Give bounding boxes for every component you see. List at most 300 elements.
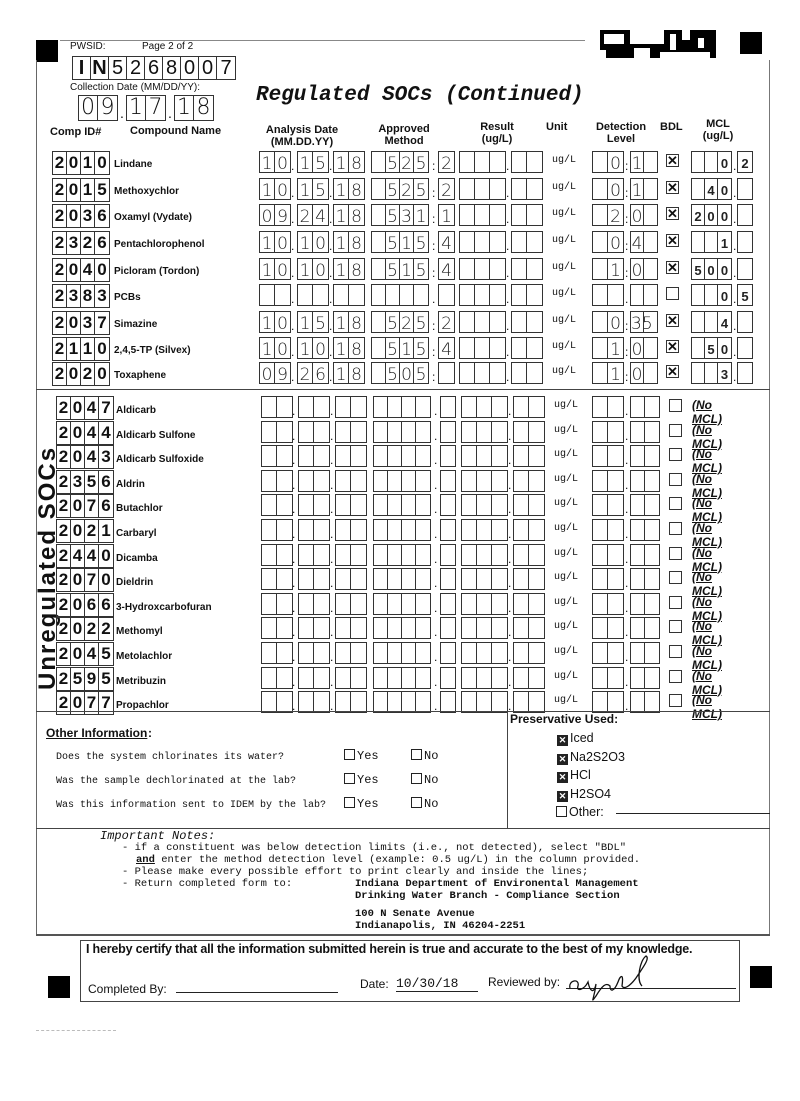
approved-method-decimal[interactable] bbox=[440, 593, 456, 615]
detection-level-digit bbox=[608, 446, 623, 466]
bdl-checkbox[interactable]: ✕ bbox=[667, 180, 678, 195]
analysis-date-yy[interactable] bbox=[335, 544, 367, 566]
approved-method[interactable] bbox=[373, 544, 431, 566]
bdl-checkbox[interactable] bbox=[666, 287, 679, 300]
bdl-checkbox[interactable]: ✕ bbox=[667, 206, 678, 221]
result-decimal[interactable] bbox=[513, 445, 545, 467]
approved-method[interactable] bbox=[371, 362, 429, 384]
detection-level[interactable] bbox=[592, 691, 624, 713]
bdl-checkbox[interactable] bbox=[669, 645, 682, 658]
detection-level[interactable] bbox=[592, 396, 624, 418]
bdl-checkbox[interactable] bbox=[669, 522, 682, 535]
analysis-date-yy[interactable] bbox=[335, 445, 367, 467]
approved-method-decimal[interactable] bbox=[440, 396, 456, 418]
approved-method[interactable] bbox=[373, 617, 431, 639]
result-field-digit bbox=[477, 668, 492, 688]
analysis-date-dd[interactable] bbox=[298, 544, 330, 566]
detection-level[interactable] bbox=[592, 642, 624, 664]
pwsid-field[interactable] bbox=[72, 56, 236, 80]
question-text: Was the sample dechlorinated at the lab? bbox=[56, 776, 297, 787]
analysis-date-mm[interactable] bbox=[261, 568, 296, 591]
date-field[interactable]: 10/30/18 bbox=[396, 976, 478, 992]
preservative-option[interactable] bbox=[557, 787, 611, 802]
result-field[interactable] bbox=[461, 445, 508, 467]
analysis-date-mm[interactable] bbox=[261, 544, 296, 566]
detection-level-decimal-digit bbox=[631, 618, 645, 638]
analysis-date-mm[interactable] bbox=[259, 151, 291, 173]
analysis-date-dd[interactable] bbox=[297, 258, 329, 280]
result-field[interactable] bbox=[461, 691, 508, 713]
result-decimal-digit bbox=[514, 520, 529, 540]
analysis-date-dd[interactable] bbox=[297, 311, 329, 333]
address-line-3: 100 N Senate Avenue bbox=[355, 908, 475, 920]
yes-checkbox[interactable] bbox=[344, 773, 379, 787]
approved-method-decimal-digit bbox=[441, 471, 455, 491]
no-checkbox[interactable] bbox=[411, 749, 438, 763]
analysis-date-dd[interactable] bbox=[297, 337, 329, 359]
detection-level-decimal[interactable] bbox=[630, 284, 658, 306]
bdl-checkbox[interactable] bbox=[669, 399, 682, 412]
mcl-decimal bbox=[737, 178, 753, 200]
approved-method-decimal[interactable] bbox=[438, 204, 455, 226]
bdl-checkbox[interactable] bbox=[669, 473, 682, 486]
analysis-date-dd[interactable] bbox=[298, 445, 330, 467]
analysis-date-mm[interactable] bbox=[259, 204, 291, 226]
col-mcl bbox=[700, 118, 736, 142]
result-decimal[interactable] bbox=[513, 494, 545, 516]
analysis-date-yy[interactable] bbox=[335, 421, 367, 443]
mcl-field bbox=[691, 231, 732, 253]
result-decimal[interactable] bbox=[513, 421, 545, 443]
result-decimal[interactable] bbox=[513, 691, 545, 713]
approved-method-decimal[interactable] bbox=[440, 544, 456, 566]
analysis-date-dd[interactable] bbox=[297, 362, 329, 384]
compound-name: Dieldrin bbox=[116, 577, 154, 589]
approved-method[interactable] bbox=[371, 337, 429, 359]
approved-method-decimal[interactable] bbox=[438, 151, 455, 173]
bdl-checkbox[interactable] bbox=[669, 620, 682, 633]
result-field-digit bbox=[492, 545, 507, 565]
result-field[interactable] bbox=[461, 593, 508, 615]
analysis-date-dd[interactable] bbox=[298, 593, 330, 615]
analysis-date-yy[interactable] bbox=[333, 151, 365, 173]
yes-checkbox[interactable] bbox=[344, 749, 379, 763]
analysis-date-yy[interactable] bbox=[333, 258, 365, 280]
comp-id-digit: 2 bbox=[57, 471, 71, 493]
detection-level[interactable] bbox=[592, 667, 624, 689]
approved-method[interactable] bbox=[373, 470, 431, 492]
analysis-date-yy[interactable] bbox=[335, 494, 367, 516]
approved-method-decimal[interactable] bbox=[438, 284, 455, 306]
detection-level[interactable] bbox=[592, 544, 624, 566]
approved-method-decimal[interactable] bbox=[440, 568, 456, 590]
detection-level-decimal[interactable] bbox=[630, 544, 660, 566]
approved-method-decimal[interactable] bbox=[440, 617, 456, 639]
detection-level[interactable] bbox=[592, 519, 624, 541]
analysis-date-yy[interactable] bbox=[335, 617, 367, 639]
analysis-date-yy-digit bbox=[336, 520, 351, 540]
detection-level-decimal[interactable] bbox=[630, 617, 660, 639]
result-field[interactable] bbox=[461, 519, 508, 541]
detection-level-decimal[interactable] bbox=[630, 204, 658, 226]
detection-level[interactable] bbox=[592, 231, 624, 253]
approved-method-decimal[interactable] bbox=[438, 231, 455, 253]
preservative-option[interactable] bbox=[557, 731, 594, 746]
result-field[interactable] bbox=[459, 151, 506, 173]
analysis-date-dd[interactable] bbox=[297, 151, 329, 173]
analysis-date-mm[interactable] bbox=[261, 691, 296, 714]
approved-method-decimal[interactable] bbox=[438, 258, 455, 280]
detection-level-decimal-digit bbox=[631, 692, 645, 712]
detection-level-decimal[interactable] bbox=[630, 178, 658, 200]
detection-level-decimal[interactable] bbox=[630, 593, 660, 615]
analysis-date-yy[interactable] bbox=[333, 178, 365, 200]
bdl-checkbox[interactable]: ✕ bbox=[667, 339, 678, 354]
approved-method-decimal[interactable] bbox=[440, 519, 456, 541]
approved-method[interactable] bbox=[373, 691, 431, 713]
no-checkbox[interactable] bbox=[411, 797, 438, 811]
analysis-date-mm[interactable] bbox=[261, 519, 296, 541]
result-field[interactable] bbox=[459, 231, 506, 253]
analysis-date-mm[interactable] bbox=[261, 494, 296, 517]
analysis-date-dd[interactable] bbox=[298, 617, 330, 639]
bdl-checkbox[interactable] bbox=[669, 694, 682, 707]
analysis-date-yy-digit bbox=[336, 569, 351, 589]
approved-method-decimal[interactable] bbox=[440, 421, 456, 443]
detection-level[interactable] bbox=[592, 568, 624, 590]
detection-level-digit: 0 bbox=[610, 154, 621, 174]
approved-method-decimal[interactable] bbox=[438, 178, 455, 200]
analysis-date-dd[interactable] bbox=[297, 204, 329, 226]
analysis-date-yy[interactable] bbox=[335, 568, 367, 590]
detection-level[interactable] bbox=[592, 258, 624, 280]
approved-method-decimal[interactable] bbox=[438, 337, 455, 359]
approved-method[interactable] bbox=[371, 204, 429, 226]
mcl-field bbox=[691, 337, 732, 359]
result-field[interactable] bbox=[459, 258, 506, 280]
result-decimal[interactable] bbox=[513, 568, 545, 590]
bdl-checkbox[interactable] bbox=[669, 571, 682, 584]
result-field-digit bbox=[490, 363, 505, 383]
approved-method-decimal[interactable] bbox=[440, 642, 456, 664]
no-mcl-text: (No MCL) bbox=[692, 668, 722, 697]
detection-level-decimal[interactable] bbox=[630, 470, 660, 492]
analysis-date-dd[interactable] bbox=[298, 642, 330, 664]
separator-dot: : bbox=[432, 319, 436, 333]
result-field[interactable] bbox=[461, 667, 508, 689]
result-decimal[interactable] bbox=[513, 470, 545, 492]
bdl-checkbox[interactable] bbox=[669, 547, 682, 560]
detection-level-decimal[interactable] bbox=[630, 445, 660, 467]
analysis-date-yy[interactable] bbox=[333, 362, 365, 384]
question-text: Does the system chlorinates its water? bbox=[56, 752, 285, 763]
result-field[interactable] bbox=[461, 568, 508, 590]
approved-method-decimal[interactable] bbox=[440, 494, 456, 516]
analysis-date-dd[interactable] bbox=[298, 396, 330, 418]
analysis-date-mm[interactable] bbox=[259, 311, 291, 333]
result-decimal-digit bbox=[529, 692, 544, 712]
result-field-digit bbox=[460, 205, 475, 225]
analysis-date-mm[interactable] bbox=[261, 470, 296, 492]
detection-level-decimal[interactable] bbox=[630, 642, 660, 664]
detection-level[interactable] bbox=[592, 178, 624, 200]
detection-level[interactable] bbox=[592, 494, 624, 516]
approved-method[interactable] bbox=[373, 667, 431, 689]
separator-dot: . bbox=[292, 699, 296, 714]
bdl-checkbox[interactable] bbox=[669, 448, 682, 461]
bdl-checkbox[interactable]: ✕ bbox=[667, 153, 678, 168]
result-field[interactable] bbox=[461, 544, 508, 566]
analysis-date-yy[interactable] bbox=[333, 231, 365, 253]
result-field[interactable] bbox=[459, 284, 506, 306]
result-field[interactable] bbox=[461, 470, 508, 492]
analysis-date-mm[interactable] bbox=[259, 362, 291, 384]
bdl-checkbox[interactable] bbox=[669, 497, 682, 510]
result-field[interactable] bbox=[461, 494, 508, 516]
analysis-date-dd-digit bbox=[299, 397, 314, 417]
result-decimal[interactable] bbox=[511, 362, 543, 384]
analysis-date-yy[interactable] bbox=[335, 519, 367, 541]
analysis-date-dd[interactable] bbox=[298, 691, 330, 713]
separator-dot: . bbox=[625, 527, 629, 541]
result-decimal-digit bbox=[512, 259, 527, 279]
analysis-date-mm[interactable] bbox=[259, 231, 291, 253]
analysis-date-yy[interactable] bbox=[333, 337, 365, 359]
result-field[interactable] bbox=[459, 178, 506, 200]
approved-method-decimal[interactable] bbox=[440, 470, 456, 492]
detection-level-decimal-digit bbox=[644, 179, 657, 199]
result-field[interactable] bbox=[459, 311, 506, 333]
yes-label: Yes bbox=[357, 773, 379, 787]
analysis-date-dd[interactable] bbox=[297, 284, 329, 306]
preservative-option[interactable] bbox=[557, 750, 625, 765]
approved-method[interactable] bbox=[373, 421, 431, 443]
result-decimal[interactable] bbox=[511, 258, 543, 280]
detection-level[interactable] bbox=[592, 151, 624, 173]
result-decimal[interactable] bbox=[513, 544, 545, 566]
detection-level-digit: 0 bbox=[610, 314, 621, 334]
result-decimal[interactable] bbox=[511, 284, 543, 306]
analysis-date-dd[interactable] bbox=[297, 231, 329, 253]
unit-label: ug/L bbox=[554, 695, 579, 707]
analysis-date-yy-digit bbox=[351, 520, 366, 540]
bdl-checkbox[interactable]: ✕ bbox=[667, 364, 678, 379]
detection-level[interactable] bbox=[592, 593, 624, 615]
detection-level-decimal[interactable] bbox=[630, 258, 658, 280]
detection-level-decimal[interactable] bbox=[630, 691, 660, 713]
result-field[interactable] bbox=[461, 642, 508, 664]
approved-method[interactable] bbox=[371, 284, 429, 306]
analysis-date-dd[interactable] bbox=[298, 568, 330, 590]
detection-level[interactable] bbox=[592, 445, 624, 467]
analysis-date-yy-digit bbox=[336, 594, 351, 614]
bdl-checkbox[interactable]: ✕ bbox=[667, 313, 678, 328]
completed-by-field[interactable] bbox=[176, 992, 338, 993]
result-field[interactable] bbox=[459, 337, 506, 359]
comp-id-digit: 8 bbox=[81, 285, 95, 307]
result-decimal[interactable] bbox=[513, 667, 545, 689]
result-decimal[interactable] bbox=[511, 178, 543, 200]
result-field[interactable] bbox=[461, 617, 508, 639]
detection-level[interactable] bbox=[592, 337, 624, 359]
no-mcl-text: (No MCL) bbox=[692, 545, 722, 574]
result-decimal[interactable] bbox=[511, 337, 543, 359]
detection-level-decimal[interactable] bbox=[630, 494, 660, 516]
result-field[interactable] bbox=[459, 362, 506, 384]
analysis-date-yy[interactable] bbox=[335, 396, 367, 418]
approved-method[interactable] bbox=[373, 519, 431, 541]
comp-id-digit: 3 bbox=[71, 471, 85, 493]
detection-level-decimal[interactable] bbox=[630, 519, 660, 541]
analysis-date-yy[interactable] bbox=[333, 284, 365, 306]
analysis-date-mm[interactable] bbox=[261, 667, 296, 689]
analysis-date-yy[interactable] bbox=[333, 204, 365, 226]
detection-level[interactable] bbox=[592, 311, 624, 333]
analysis-date-dd[interactable] bbox=[298, 494, 330, 516]
analysis-date-dd[interactable] bbox=[297, 178, 329, 200]
result-decimal[interactable] bbox=[513, 617, 545, 639]
analysis-date-mm[interactable] bbox=[261, 396, 296, 418]
approved-method[interactable] bbox=[373, 396, 431, 418]
separator-dot: . bbox=[292, 477, 296, 492]
detection-level-digit bbox=[593, 285, 608, 305]
approved-method[interactable] bbox=[373, 642, 431, 664]
approved-method[interactable] bbox=[371, 178, 429, 200]
analysis-date-yy[interactable] bbox=[333, 311, 365, 333]
approved-method-decimal[interactable] bbox=[440, 691, 456, 713]
mcl-field-digit bbox=[705, 285, 718, 305]
detection-level-decimal[interactable] bbox=[630, 151, 658, 173]
detection-level[interactable] bbox=[592, 362, 624, 384]
analysis-date-mm[interactable] bbox=[261, 593, 296, 615]
detection-level-decimal[interactable] bbox=[630, 231, 658, 253]
approved-method[interactable] bbox=[373, 568, 431, 590]
approved-method-decimal[interactable] bbox=[440, 667, 456, 689]
result-field[interactable] bbox=[459, 204, 506, 226]
detection-level[interactable] bbox=[592, 470, 624, 492]
detection-level[interactable] bbox=[592, 617, 624, 639]
analysis-date-mm[interactable] bbox=[261, 617, 296, 640]
detection-level-decimal[interactable] bbox=[630, 396, 660, 418]
analysis-date-mm[interactable] bbox=[259, 284, 291, 306]
approved-method[interactable] bbox=[371, 151, 429, 173]
result-field-digit bbox=[475, 152, 490, 172]
comp-id-digit: 0 bbox=[67, 363, 81, 385]
analysis-date-mm[interactable] bbox=[259, 178, 291, 200]
analysis-date-yy[interactable] bbox=[335, 691, 367, 713]
yes-checkbox[interactable] bbox=[344, 797, 379, 811]
approved-method-digit: 5 bbox=[386, 179, 400, 199]
result-decimal[interactable] bbox=[513, 396, 545, 418]
detection-level-decimal[interactable] bbox=[630, 362, 658, 384]
analysis-date-yy[interactable] bbox=[335, 593, 367, 615]
approved-method-decimal[interactable] bbox=[440, 445, 456, 467]
result-decimal[interactable] bbox=[511, 311, 543, 333]
detection-level-decimal[interactable] bbox=[630, 311, 658, 333]
result-decimal[interactable] bbox=[511, 151, 543, 173]
comp-id bbox=[52, 258, 110, 282]
analysis-date-dd-digit: 5 bbox=[315, 154, 326, 174]
approved-method[interactable] bbox=[373, 593, 431, 615]
analysis-date-dd[interactable] bbox=[298, 667, 330, 689]
analysis-date-dd-digit bbox=[299, 545, 314, 565]
detection-level[interactable] bbox=[592, 284, 624, 306]
result-field-digit bbox=[460, 259, 475, 279]
approved-method-digit bbox=[414, 285, 428, 305]
analysis-date-mm[interactable] bbox=[259, 258, 291, 280]
analysis-date-dd-digit: 1 bbox=[298, 259, 313, 279]
detection-level[interactable] bbox=[592, 421, 624, 443]
result-decimal-digit bbox=[512, 285, 527, 305]
separator-dot: . bbox=[506, 266, 510, 280]
analysis-date-dd[interactable] bbox=[298, 421, 330, 443]
other-preservative-line[interactable] bbox=[616, 813, 770, 814]
approved-method[interactable] bbox=[371, 311, 429, 333]
result-decimal[interactable] bbox=[513, 519, 545, 541]
unit-label: ug/L bbox=[552, 235, 577, 246]
approved-method-decimal[interactable] bbox=[438, 362, 455, 384]
approved-method-digit bbox=[372, 179, 386, 199]
analysis-date-dd[interactable] bbox=[298, 519, 330, 541]
col-result bbox=[470, 121, 524, 145]
result-decimal[interactable] bbox=[513, 593, 545, 615]
approved-method-decimal[interactable] bbox=[438, 311, 455, 333]
analysis-date-mm[interactable] bbox=[261, 421, 296, 443]
bdl-checkbox[interactable] bbox=[669, 596, 682, 609]
bdl-checkbox[interactable]: ✕ bbox=[667, 233, 678, 248]
analysis-date-yy[interactable] bbox=[335, 667, 367, 689]
detection-level[interactable] bbox=[592, 204, 624, 226]
analysis-date-yy[interactable] bbox=[335, 642, 367, 664]
analysis-date-yy[interactable] bbox=[335, 470, 367, 492]
approved-method-digit: 5 bbox=[415, 365, 427, 385]
comp-id-digit: 2 bbox=[57, 545, 71, 567]
preservative-option[interactable] bbox=[557, 768, 591, 783]
analysis-date-dd[interactable] bbox=[298, 470, 330, 492]
result-field[interactable] bbox=[461, 396, 508, 418]
detection-level-decimal[interactable] bbox=[630, 421, 660, 443]
preservative-option[interactable] bbox=[556, 805, 604, 819]
pwsid-char: 8 bbox=[163, 57, 181, 79]
approved-method[interactable] bbox=[373, 494, 431, 516]
result-decimal[interactable] bbox=[513, 642, 545, 664]
result-field-digit bbox=[490, 205, 505, 225]
collection-date-field[interactable]: 0 9 . 1 7 . 1 8 bbox=[78, 95, 214, 121]
detection-level-digit bbox=[608, 594, 623, 614]
detection-level-decimal[interactable] bbox=[630, 667, 660, 689]
detection-level-decimal[interactable] bbox=[630, 568, 660, 590]
result-decimal[interactable] bbox=[511, 231, 543, 253]
approved-method-digit bbox=[400, 285, 414, 305]
approved-method[interactable] bbox=[373, 445, 431, 467]
detection-level-decimal[interactable] bbox=[630, 337, 658, 359]
no-mcl-text: (No MCL) bbox=[692, 398, 722, 426]
cdate-m2: 9 bbox=[100, 95, 115, 120]
result-field[interactable] bbox=[461, 421, 508, 443]
no-checkbox[interactable] bbox=[411, 773, 438, 787]
analysis-date-mm[interactable] bbox=[261, 642, 296, 664]
analysis-date-mm[interactable] bbox=[259, 337, 291, 359]
approved-method[interactable] bbox=[371, 258, 429, 280]
approved-method[interactable] bbox=[371, 231, 429, 253]
result-decimal[interactable] bbox=[511, 204, 543, 226]
bdl-checkbox[interactable]: ✕ bbox=[667, 260, 678, 275]
analysis-date-mm[interactable] bbox=[261, 445, 296, 468]
bdl-checkbox[interactable] bbox=[669, 670, 682, 683]
result-field-digit bbox=[490, 338, 505, 358]
pwsid-char: 7 bbox=[220, 57, 232, 79]
bdl-checkbox[interactable] bbox=[669, 424, 682, 437]
